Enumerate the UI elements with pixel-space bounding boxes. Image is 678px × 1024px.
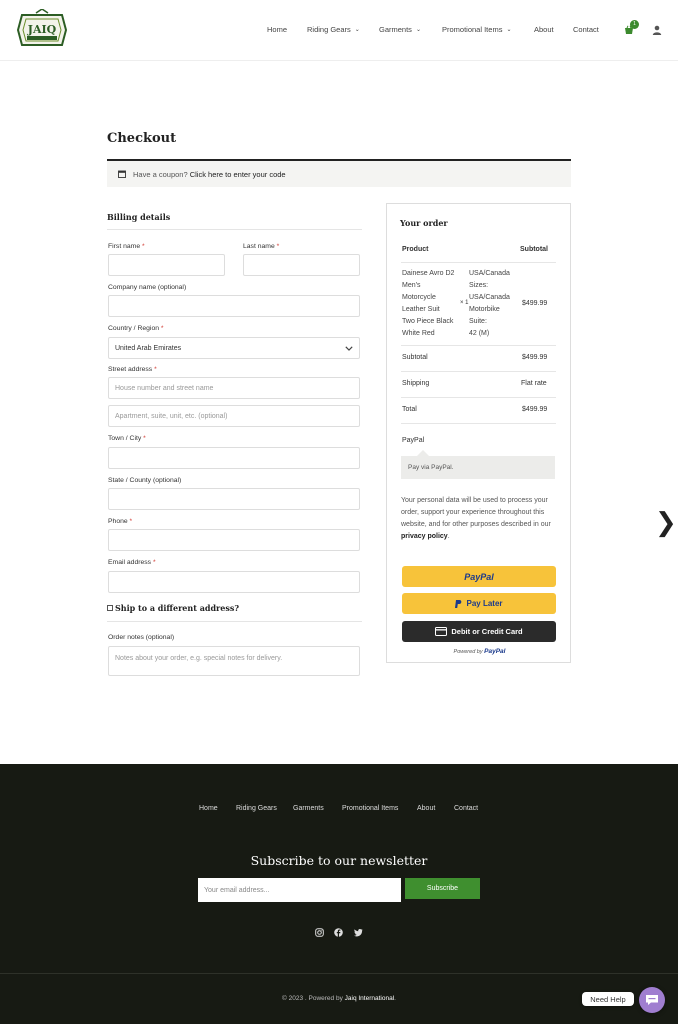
required-mark: *: [143, 435, 146, 442]
calendar-icon: [118, 170, 126, 178]
col-product-header: Product: [402, 246, 429, 253]
label-text: Country / Region: [108, 325, 160, 332]
subscribe-button[interactable]: [405, 878, 480, 899]
apartment-field[interactable]: [108, 405, 360, 427]
product-name-line: Two Piece Black: [402, 318, 454, 325]
product-qty: × 1: [460, 300, 469, 306]
first-name-label: [108, 243, 145, 250]
label-text: Phone: [108, 518, 128, 525]
powered-by-text: Powered by: [453, 649, 483, 655]
footer-nav-riding-gears[interactable]: Riding Gears: [236, 805, 277, 812]
need-help-label[interactable]: [582, 992, 634, 1006]
street-placeholder: House number and street name: [115, 384, 214, 392]
nav-home[interactable]: [267, 25, 287, 34]
chat-icon: [645, 994, 659, 1006]
product-variant-line: USA/Canada: [469, 270, 510, 277]
label-text: Email address: [108, 559, 152, 566]
nav-about[interactable]: [534, 25, 554, 34]
divider: [401, 397, 556, 398]
product-name-line: Motorcycle: [402, 294, 436, 301]
footer-nav-about[interactable]: About: [417, 805, 436, 812]
order-summary: [386, 203, 571, 663]
street-address-field[interactable]: [108, 377, 360, 399]
coupon-link[interactable]: Click here to enter your code: [189, 170, 286, 179]
nav-riding-gears-label: Riding Gears: [307, 25, 351, 34]
email-field[interactable]: [108, 571, 360, 593]
required-mark: *: [152, 559, 156, 566]
label-text: Town / City: [108, 435, 142, 442]
last-name-label: [243, 243, 279, 250]
footer-nav-contact[interactable]: Contact: [454, 805, 479, 812]
order-title: Your order: [400, 218, 448, 228]
footer-nav-promotional-items[interactable]: Promotional Items: [342, 805, 399, 812]
copyright: [0, 995, 678, 1002]
payment-method-label[interactable]: PayPal: [402, 437, 425, 444]
order-notes-label: Order notes (optional): [108, 634, 175, 641]
divider: [107, 229, 362, 230]
product-name-line: Leather Suit: [402, 306, 440, 313]
required-mark: *: [129, 518, 133, 525]
product-name-line: White Red: [402, 330, 435, 337]
paypal-button-label: PayPal: [464, 571, 494, 582]
label-text: Street address: [108, 366, 153, 373]
col-subtotal-header: Subtotal: [520, 246, 548, 253]
credit-card-icon: [435, 627, 447, 636]
apartment-placeholder: Apartment, suite, unit, etc. (optional): [115, 412, 228, 420]
email-label: [108, 559, 156, 566]
jaiq-logo[interactable]: [16, 9, 68, 51]
product-variant-line: Suite:: [469, 318, 487, 325]
product-name-line: Dainese Avro D2: [402, 270, 455, 277]
phone-field[interactable]: [108, 529, 360, 551]
country-label: [108, 325, 164, 332]
shipping-value: Flat rate: [521, 380, 547, 387]
chevron-down-icon: [345, 346, 353, 351]
card-button-label: Debit or Credit Card: [451, 627, 523, 636]
nav-garments-label: Garments: [379, 25, 412, 34]
state-label: State / County (optional): [108, 477, 182, 484]
user-icon[interactable]: [652, 25, 662, 35]
coupon-notice: [107, 159, 571, 187]
last-name-field[interactable]: [243, 254, 360, 276]
chevron-down-icon: ⌄: [354, 27, 360, 33]
chevron-down-icon: ⌄: [415, 27, 421, 33]
nav-home-label: Home: [267, 25, 288, 34]
newsletter-email-input[interactable]: [198, 878, 401, 902]
first-name-field[interactable]: [108, 254, 225, 276]
powered-by-brand: PayPal: [484, 648, 506, 655]
product-variant-line: Sizes:: [469, 282, 489, 289]
country-value: United Arab Emirates: [115, 344, 182, 352]
town-label: [108, 435, 146, 442]
powered-by-paypal: [387, 648, 572, 655]
order-notes-textarea[interactable]: [108, 646, 360, 676]
required-mark: *: [160, 325, 164, 332]
chevron-right-icon[interactable]: ❯: [655, 508, 677, 538]
twitter-icon[interactable]: [354, 928, 363, 937]
page-title: Checkout: [107, 131, 177, 146]
nav-promotional-items[interactable]: [442, 25, 511, 34]
nav-garments[interactable]: [379, 25, 421, 34]
subscribe-label: Subscribe: [426, 885, 459, 892]
privacy-text: Your personal data will be used to process your order, support your experience throughout this website, and for other purposes described in our: [401, 497, 551, 528]
divider: [401, 423, 556, 424]
total-value: $499.99: [522, 406, 548, 413]
nav-riding-gears[interactable]: [307, 25, 360, 34]
product-price: $499.99: [522, 300, 548, 307]
required-mark: *: [142, 243, 145, 250]
ship-different-checkbox[interactable]: [107, 605, 113, 611]
copyright-brand-link[interactable]: Jaiq International: [344, 995, 395, 1002]
required-mark: *: [276, 243, 280, 250]
newsletter-email-placeholder: Your email address...: [204, 886, 270, 894]
nav-about-label: About: [534, 25, 554, 34]
total-label: Total: [402, 406, 417, 413]
paypal-button[interactable]: [402, 566, 556, 587]
order-notes-placeholder: Notes about your order, e.g. special notes for delivery.: [115, 655, 283, 662]
product-variant-line: 42 (M): [469, 330, 490, 337]
product-variant: [469, 268, 510, 340]
payment-description: [401, 456, 555, 479]
product-name-line: Men's: [402, 282, 421, 289]
copyright-text: © 2023 . Powered by: [282, 995, 343, 1002]
product-name: [402, 268, 454, 340]
divider: [0, 973, 678, 974]
ship-different-label[interactable]: Ship to a different address?: [115, 603, 240, 613]
divider: [401, 345, 556, 346]
company-field[interactable]: [108, 295, 360, 317]
card-button[interactable]: [402, 621, 556, 642]
chevron-down-icon: ⌄: [506, 27, 512, 33]
country-select[interactable]: [108, 337, 360, 359]
facebook-icon[interactable]: [334, 928, 343, 937]
divider: [401, 262, 556, 263]
nav-contact-label: Contact: [573, 25, 599, 34]
chat-help-button[interactable]: [639, 987, 665, 1013]
paypal-p-icon: [455, 600, 462, 608]
subtotal-value: $499.99: [522, 354, 548, 361]
site-footer: [0, 764, 678, 1024]
shipping-label: Shipping: [402, 380, 430, 387]
instagram-icon[interactable]: [315, 928, 324, 937]
divider: [107, 621, 362, 622]
privacy-end: .: [447, 533, 450, 540]
need-help-text: Need Help: [590, 994, 626, 1004]
company-label: Company name (optional): [108, 284, 187, 291]
pay-later-label: Pay Later: [466, 599, 503, 608]
product-variant-line: Motorbike: [469, 306, 500, 313]
privacy-policy-link[interactable]: privacy policy: [401, 533, 448, 540]
nav-promotional-items-label: Promotional Items: [442, 25, 503, 34]
newsletter-title: Subscribe to our newsletter: [250, 853, 428, 868]
billing-title: Billing details: [107, 212, 171, 222]
privacy-notice: [401, 495, 559, 543]
footer-nav-home[interactable]: Home: [199, 805, 218, 812]
footer-nav-garments[interactable]: Garments: [293, 805, 324, 812]
town-field[interactable]: [108, 447, 360, 469]
payment-description-text: Pay via PayPal.: [408, 464, 454, 471]
site-header: [0, 0, 678, 61]
divider: [401, 371, 556, 372]
product-variant-line: USA/Canada: [469, 294, 510, 301]
label-text: First name: [108, 243, 141, 250]
pay-later-button[interactable]: [402, 593, 556, 614]
cart-count-badge: 1: [630, 20, 639, 29]
coupon-prompt: Have a coupon?: [133, 170, 188, 179]
nav-contact[interactable]: [573, 25, 599, 34]
label-text: Last name: [243, 243, 275, 250]
copyright-end: .: [394, 995, 396, 1002]
street-label: [108, 366, 157, 373]
required-mark: *: [154, 366, 157, 373]
svg-text:JAIQ: JAIQ: [27, 23, 57, 36]
coupon-text: [133, 170, 286, 179]
subtotal-label: Subtotal: [402, 354, 428, 361]
state-field[interactable]: [108, 488, 360, 510]
phone-label: [108, 518, 132, 525]
